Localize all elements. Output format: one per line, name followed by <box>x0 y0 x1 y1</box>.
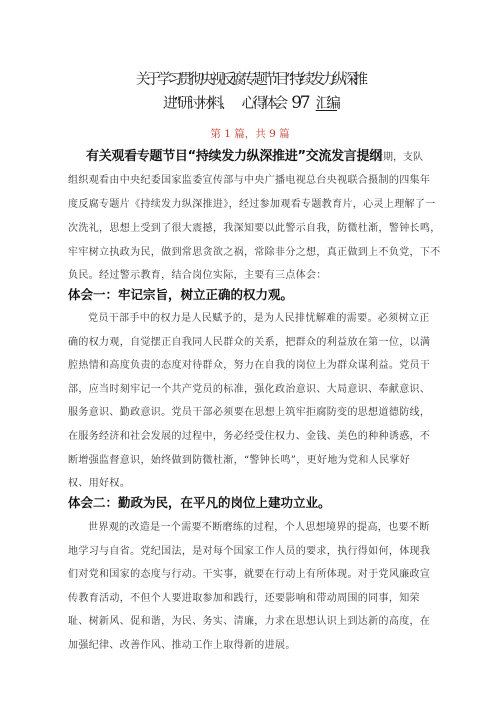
section-2-heading: 体会二：勤政为民，在平凡的岗位上建功立业。 <box>68 495 331 510</box>
document-title-line-2 <box>50 92 450 113</box>
section-2-line: 传教育活动，不但个人要进取参加和践行，还要影响和带动周围的同事，知荣 <box>68 593 420 604</box>
section-1-line: 腔热情和高度负责的态度对待群众，努力在自我的岗位上为群众谋利益。党员干 <box>68 360 431 371</box>
section-1-line: 在服务经济和社会发展的过程中，务必经受住权力、金钱、美色的种种诱惑，不 <box>68 431 431 442</box>
section-1-line: 党员干部手中的权力是人民赋予的，是为人民排忧解难的需要。必须树立正 <box>88 313 430 324</box>
section-2-line: 地学习与自省。党纪国法，是对每个国家工作人员的要求，执行得如何，体现我 <box>68 546 431 557</box>
section-1-line: 确的权力观，自觉摆正自我同人民群众的关系，把群众的利益放在第一位，以满 <box>68 337 431 348</box>
page-indicator: 第 1 篇，共 9 篇 <box>210 128 290 140</box>
intro-line: 度反腐专题片《持续发力纵深推进》，经过参加观看专题教育片，心灵上理解了一 <box>68 199 436 210</box>
section-1-line: 断增强监督意识，始终做到防微杜渐，“警钟长鸣”，更好地为党和人民掌好 <box>68 455 411 466</box>
section-1-line: 服务意识、勤政意识。党员干部必须要在思想上筑牢拒腐防变的思想道德防线， <box>68 407 431 418</box>
intro-line: 组织观看由中央纪委国家监委宣传部与中央广播电视总台央视联合摄制的四集年 <box>68 175 431 186</box>
intro-line: 次洗礼，思想上受到了很大震撼，我深知要以此警示自我，防微杜渐，警钟长鸣， <box>68 223 441 234</box>
section-2-line: 加强纪律、改善作风、推动工作上取得新的进展。 <box>68 640 296 651</box>
intro-heading: 有关观看专题节目“持续发力纵深推进”交流发言提纲 <box>86 149 382 164</box>
section-1-line: 权、用好权。 <box>68 478 131 489</box>
intro-line: 牢牢树立执政为民，做到常思贪欲之祸，常除非分之想，真正做到上不负党，下不 <box>68 247 441 258</box>
section-1-heading: 体会一：牢记宗旨，树立正确的权力观。 <box>68 287 294 302</box>
section-2-line: 耻、树新风、促和谐，为民、务实、清廉，力求在思想认识上到达新的高度，在 <box>68 616 431 627</box>
title-part-b: 心得体会 <box>241 96 285 112</box>
section-2-line: 们对党和国家的态度与行动。干实事，就要在行动上有所体现。对于党风廉政宣 <box>68 569 431 580</box>
title-part-a: 进”研讨材料、 <box>162 96 231 112</box>
title-part-d: 汇编 <box>315 96 338 112</box>
title-part-c: 9 7 <box>291 93 307 113</box>
section-2-line: 世界观的改造是一个需要不断磨练的过程，个人思想境界的提高，也要不断 <box>88 522 430 533</box>
intro-line: 负民。经过警示教育，结合岗位实际，主要有三点体会： <box>68 270 327 281</box>
section-1-line: 部，应当时刻牢记一个共产党员的标准，强化政治意识、大局意识、奉献意识、 <box>68 384 431 395</box>
intro-heading-tail: 近期，支队 <box>373 152 423 163</box>
document-title-line-1: 关于学习贯彻央视反腐专题节目“持续发力纵深推 <box>135 72 365 88</box>
